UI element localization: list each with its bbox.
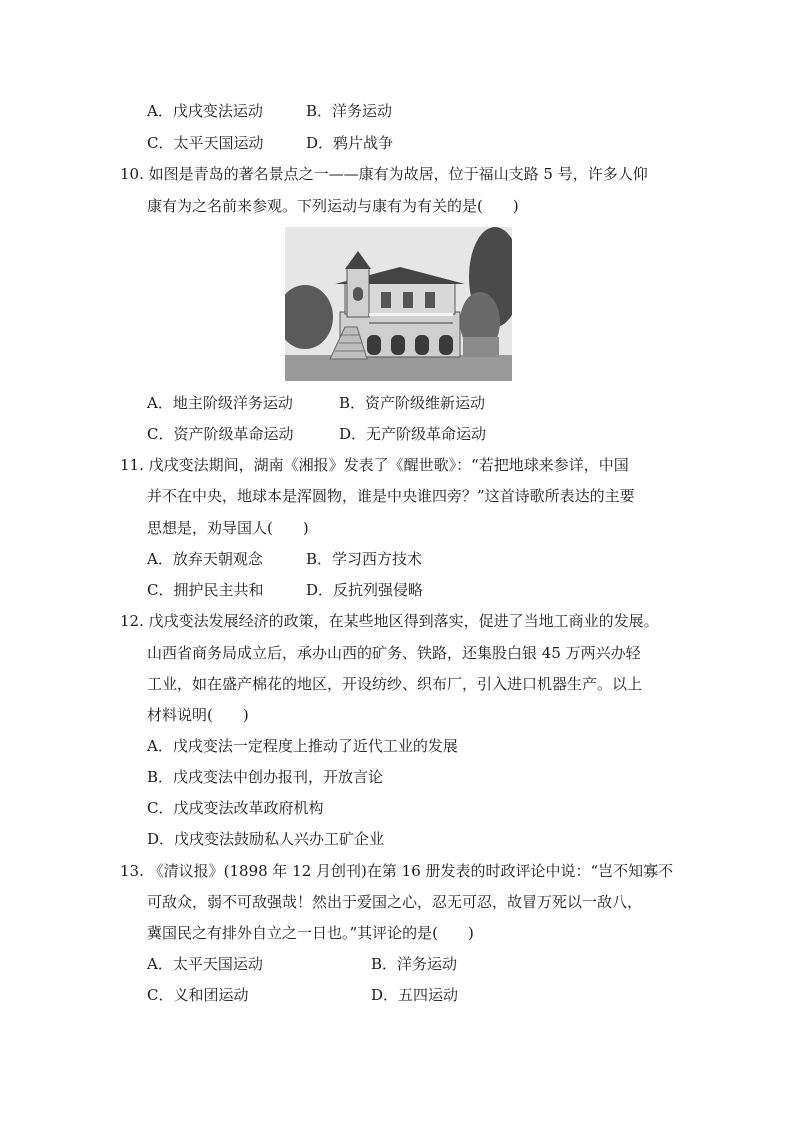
kang-youwei-residence-photo (285, 227, 512, 381)
q10-stem-line-2: 康有为之名前来参观。下列运动与康有为有关的是( ) (147, 197, 519, 215)
q10-option-a[interactable]: A．地主阶级洋务运动 (147, 394, 293, 412)
q13-option-c[interactable]: C．义和团运动 (147, 986, 249, 1004)
q12-option-d[interactable]: D．戊戌变法鼓励私人兴办工矿企业 (147, 830, 385, 848)
q12-stem-line-1: 12. 戊戌变法发展经济的政策，在某些地区得到落实，促进了当地工商业的发展。 (120, 612, 659, 630)
q11-option-c[interactable]: C．拥护民主共和 (147, 581, 264, 599)
q13-option-a[interactable]: A．太平天国运动 (147, 955, 263, 973)
q11-option-a[interactable]: A．放弃天朝观念 (147, 550, 263, 568)
q9-option-a[interactable]: A．戊戌变法运动 (147, 102, 263, 120)
q9-option-b[interactable]: B．洋务运动 (306, 102, 393, 120)
q11-option-b[interactable]: B．学习西方技术 (306, 550, 423, 568)
q12-option-a[interactable]: A．戊戌变法一定程度上推动了近代工业的发展 (147, 737, 458, 755)
q12-stem-line-3: 工业，如在盛产棉花的地区，开设纺纱、织布厂，引入进口机器生产。以上 (147, 675, 643, 693)
q10-option-c[interactable]: C．资产阶级革命运动 (147, 425, 294, 443)
q12-option-c[interactable]: C．戊戌变法改革政府机构 (147, 799, 324, 817)
q12-stem-line-4: 材料说明( ) (147, 706, 249, 724)
q12-option-b[interactable]: B．戊戌变法中创办报刊，开放言论 (147, 768, 384, 786)
q11-stem-line-3: 思想是，劝导国人( ) (147, 519, 309, 537)
q10-option-d[interactable]: D．无产阶级革命运动 (339, 425, 487, 443)
q13-stem-line-3: 冀国民之有排外自立之一日也。”其评论的是( ) (147, 924, 474, 942)
q11-stem-line-2: 并不在中央，地球本是浑圆物，谁是中央谁四旁？”这首诗歌所表达的主要 (147, 487, 635, 505)
q13-option-b[interactable]: B．洋务运动 (371, 955, 458, 973)
q13-stem-line-1: 13. 《清议报》(1898 年 12 月创刊)在第 16 册发表的时政评论中说：“岂不知寡不 (120, 862, 674, 880)
q13-stem-line-2: 可敌众，弱不可敌强哉！然出于爱国之心，忍无可忍，故冒万死以一敌八， (147, 893, 643, 911)
q12-stem-line-2: 山西省商务局成立后，承办山西的矿务、铁路，还集股白银 45 万两兴办轻 (147, 644, 641, 662)
q11-option-d[interactable]: D．反抗列强侵略 (306, 581, 424, 599)
q10-option-b[interactable]: B．资产阶级维新运动 (339, 394, 486, 412)
q10-stem-line-1: 10. 如图是青岛的著名景点之一——康有为故居，位于福山支路 5 号，许多人仰 (120, 165, 648, 183)
q9-option-c[interactable]: C．太平天国运动 (147, 134, 264, 152)
q11-stem-line-1: 11. 戊戌变法期间，湖南《湘报》发表了《醒世歌》：“若把地球来参详，中国 (120, 456, 629, 474)
q9-option-d[interactable]: D．鸦片战争 (306, 134, 394, 152)
q13-option-d[interactable]: D．五四运动 (371, 986, 459, 1004)
